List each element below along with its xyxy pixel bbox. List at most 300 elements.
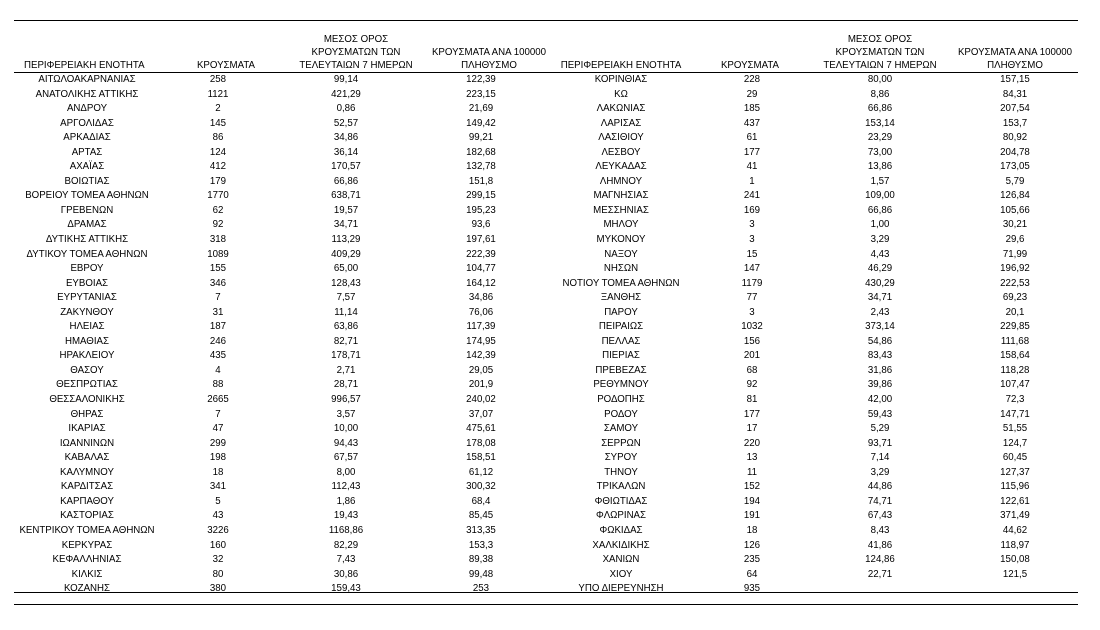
cell-region: ΜΕΣΣΗΝΙΑΣ	[593, 204, 649, 216]
cell-cases: 62	[212, 204, 224, 216]
cell-avg7: 153,14	[865, 117, 895, 129]
cell-cases: 145	[209, 117, 227, 129]
cell-cases: 147	[743, 263, 761, 275]
cell-region: ΧΑΝΙΩΝ	[602, 554, 640, 566]
table-row	[14, 204, 546, 219]
cell-region: ΧΑΛΚΙΔΙΚΗΣ	[592, 539, 650, 551]
table-row	[14, 495, 546, 510]
cell-avg7: 7,43	[336, 554, 356, 566]
table-row	[548, 218, 1080, 233]
cell-avg7: 1168,86	[328, 524, 364, 536]
cell-cases: 80	[212, 568, 224, 580]
cell-avg7: 22,71	[867, 568, 893, 580]
table-row	[14, 160, 546, 175]
header-per100k-line2: ΠΛΗΘΥΣΜΟ	[987, 60, 1043, 71]
cell-region: ΘΑΣΟΥ	[70, 364, 104, 376]
cell-region: ΔΥΤΙΚΗΣ ΑΤΤΙΚΗΣ	[45, 234, 129, 246]
cell-per100k: 153,7	[1002, 117, 1028, 129]
cell-per100k: 105,66	[1000, 204, 1030, 216]
table-row	[14, 262, 546, 277]
cell-cases: 152	[743, 481, 761, 493]
table-row	[14, 349, 546, 364]
cell-avg7: 82,29	[333, 539, 359, 551]
table-row	[548, 320, 1080, 335]
table-row	[548, 291, 1080, 306]
cell-region: ΝΑΞΟΥ	[604, 248, 638, 260]
cell-per100k: 51,55	[1002, 423, 1028, 435]
cell-per100k: 223,15	[466, 88, 496, 100]
header-avg7-line3: ΤΕΛΕΥΤΑΙΩΝ 7 ΗΜΕΡΩΝ	[823, 60, 937, 71]
cell-avg7: 159,43	[331, 583, 361, 595]
cell-per100k: 30,21	[1002, 219, 1028, 231]
cell-avg7: 41,86	[867, 539, 893, 551]
cell-per100k: 76,06	[468, 306, 494, 318]
cell-region: ΦΩΚΙΔΑΣ	[599, 524, 643, 536]
table-row	[548, 553, 1080, 568]
cell-avg7: 34,86	[333, 132, 359, 144]
cell-cases: 346	[209, 277, 227, 289]
cell-per100k: 158,51	[466, 452, 496, 464]
table-row	[548, 233, 1080, 248]
cell-region: ΕΥΒΟΙΑΣ	[65, 277, 109, 289]
cell-per100k: 61,12	[468, 466, 494, 478]
cell-cases: 47	[212, 423, 224, 435]
cell-region: ΚΙΛΚΙΣ	[71, 568, 103, 580]
cell-cases: 7	[215, 292, 221, 304]
table-row	[548, 160, 1080, 175]
table-row	[548, 480, 1080, 495]
header-per100k-line2: ΠΛΗΘΥΣΜΟ	[461, 60, 517, 71]
cell-per100k: 182,68	[466, 146, 496, 158]
cell-cases: 1089	[207, 248, 229, 260]
cell-avg7: 430,29	[865, 277, 895, 289]
table-row	[14, 568, 546, 583]
cell-region: ΛΕΥΚΑΔΑΣ	[595, 161, 647, 173]
cell-region: ΚΑΒΑΛΑΣ	[64, 452, 110, 464]
cell-per100k: 60,45	[1002, 452, 1028, 464]
cell-per100k: 178,08	[466, 437, 496, 449]
cell-avg7: 94,43	[333, 437, 359, 449]
cell-region: ΒΟΙΩΤΙΑΣ	[64, 175, 110, 187]
cell-region: ΚΟΡΙΝΘΙΑΣ	[594, 74, 648, 85]
cell-cases: 18	[212, 466, 224, 478]
table-row	[14, 582, 546, 597]
cell-avg7: 3,29	[870, 234, 890, 246]
bottom-rule-2	[14, 604, 1078, 605]
cell-region: ΧΙΟΥ	[609, 568, 633, 580]
table-row	[14, 480, 546, 495]
cell-region: ΕΒΡΟΥ	[70, 263, 104, 275]
cell-per100k: 89,38	[468, 554, 494, 566]
cell-region: ΤΡΙΚΑΛΩΝ	[596, 481, 646, 493]
cell-avg7: 99,14	[333, 74, 359, 85]
cell-cases: 241	[743, 190, 761, 202]
table-row	[14, 378, 546, 393]
cell-per100k: 195,23	[466, 204, 496, 216]
cell-region: ΔΥΤΙΚΟΥ ΤΟΜΕΑ ΑΘΗΝΩΝ	[26, 248, 148, 260]
cell-avg7: 39,86	[867, 379, 893, 391]
cell-avg7: 109,00	[865, 190, 895, 202]
cell-avg7: 30,86	[333, 568, 359, 580]
cell-avg7: 113,29	[331, 234, 361, 246]
cell-cases: 13	[746, 452, 758, 464]
table-row	[548, 568, 1080, 583]
cell-cases: 126	[743, 539, 761, 551]
top-rule	[14, 20, 1078, 21]
table-row	[14, 102, 546, 117]
cell-per100k: 222,53	[1000, 277, 1030, 289]
cell-per100k: 68,4	[471, 495, 491, 507]
cell-region: ΡΟΔΟΠΗΣ	[597, 394, 645, 406]
cell-avg7: 112,43	[331, 481, 361, 493]
cell-region: ΤΗΝΟΥ	[604, 466, 638, 478]
cell-cases: 194	[743, 495, 761, 507]
cell-cases: 198	[209, 452, 227, 464]
cell-per100k: 150,08	[1000, 554, 1030, 566]
cell-region: ΚΟΖΑΝΗΣ	[63, 583, 111, 595]
cell-region: ΑΙΤΩΛΟΑΚΑΡΝΑΝΙΑΣ	[38, 74, 136, 85]
header-per100k-right	[940, 46, 1090, 72]
header-region-right: ΠΕΡΙΦΕΡΕΙΑΚΗ ΕΝΟΤΗΤΑ	[560, 60, 682, 71]
table-row	[14, 408, 546, 423]
cell-avg7: 83,43	[867, 350, 893, 362]
cell-region: ΡΕΘΥΜΝΟΥ	[593, 379, 649, 391]
cell-per100k: 142,39	[466, 350, 496, 362]
cell-avg7: 8,00	[336, 466, 356, 478]
cell-region: ΘΕΣΠΡΩΤΙΑΣ	[56, 379, 118, 391]
cell-per100k: 201,9	[468, 379, 494, 391]
table-row	[14, 524, 546, 539]
cell-avg7: 0,86	[336, 103, 356, 115]
table-row	[548, 277, 1080, 292]
cell-avg7: 4,43	[870, 248, 890, 260]
cell-cases: 187	[209, 321, 227, 333]
cell-avg7: 67,57	[333, 452, 359, 464]
cell-per100k: 132,78	[466, 161, 496, 173]
cell-region: ΥΠΟ ΔΙΕΡΕΥΝΗΣΗ	[578, 583, 664, 595]
table-row	[548, 349, 1080, 364]
table-row	[548, 364, 1080, 379]
cell-per100k: 20,1	[1005, 306, 1025, 318]
cell-avg7: 34,71	[867, 292, 893, 304]
cell-region: ΠΡΕΒΕΖΑΣ	[595, 364, 647, 376]
cell-avg7: 52,57	[333, 117, 359, 129]
cell-cases: 124	[209, 146, 227, 158]
cell-avg7: 128,43	[331, 277, 361, 289]
cell-region: ΣΕΡΡΩΝ	[601, 437, 641, 449]
cell-avg7: 59,43	[867, 408, 893, 420]
cell-region: ΑΝΔΡΟΥ	[66, 103, 108, 115]
cell-per100k: 37,07	[468, 408, 494, 420]
cell-per100k: 204,78	[1000, 146, 1030, 158]
cell-per100k: 122,61	[1000, 495, 1030, 507]
cell-cases: 5	[215, 495, 221, 507]
cell-region: ΠΑΡΟΥ	[604, 306, 638, 318]
cell-cases: 81	[746, 394, 758, 406]
cell-cases: 3	[749, 234, 755, 246]
table-row	[14, 553, 546, 568]
cell-avg7: 66,86	[867, 204, 893, 216]
cell-cases: 11	[746, 466, 758, 478]
cell-avg7: 42,00	[867, 394, 893, 406]
cell-region: ΛΑΣΙΘΙΟΥ	[598, 132, 644, 144]
table-row	[14, 451, 546, 466]
cell-avg7: 23,29	[867, 132, 893, 144]
table-row	[14, 335, 546, 350]
header-cases-right: ΚΡΟΥΣΜΑΤΑ	[720, 60, 780, 71]
cell-per100k: 240,02	[466, 394, 496, 406]
cell-per100k: 253	[472, 583, 490, 595]
cell-per100k: 196,92	[1000, 263, 1030, 275]
cell-per100k: 157,15	[1000, 74, 1030, 85]
cell-avg7: 638,71	[331, 190, 361, 202]
cell-avg7: 178,71	[331, 350, 361, 362]
cell-region: ΙΩΑΝΝΙΝΩΝ	[59, 437, 115, 449]
cell-avg7: 66,86	[333, 175, 359, 187]
cell-avg7: 34,71	[333, 219, 359, 231]
cell-avg7: 7,14	[870, 452, 890, 464]
table-row	[14, 189, 546, 204]
cell-per100k: 164,12	[466, 277, 496, 289]
cell-avg7: 3,57	[336, 408, 356, 420]
cell-per100k: 85,45	[468, 510, 494, 522]
cell-region: ΛΑΚΩΝΙΑΣ	[596, 103, 646, 115]
cell-cases: 7	[215, 408, 221, 420]
table-row	[14, 422, 546, 437]
cell-cases: 228	[743, 74, 761, 85]
header-per100k-line1: ΚΡΟΥΣΜΑΤΑ ΑΝΑ 100000	[431, 47, 547, 58]
table-row	[14, 364, 546, 379]
cell-per100k: 34,86	[468, 292, 494, 304]
table-row	[548, 466, 1080, 481]
cell-per100k: 149,42	[466, 117, 496, 129]
cell-avg7: 2,71	[336, 364, 356, 376]
cell-per100k: 174,95	[466, 335, 496, 347]
cell-cases: 299	[209, 437, 227, 449]
cell-region: ΚΑΡΔΙΤΣΑΣ	[60, 481, 114, 493]
table-row	[548, 131, 1080, 146]
cell-avg7: 31,86	[867, 364, 893, 376]
cell-cases: 2	[215, 103, 221, 115]
table-row	[14, 509, 546, 524]
cell-avg7: 82,71	[333, 335, 359, 347]
header-avg7-right	[810, 33, 950, 72]
cell-region: ΖΑΚΥΝΘΟΥ	[60, 306, 114, 318]
cell-cases: 156	[743, 335, 761, 347]
cell-region: ΛΕΣΒΟΥ	[601, 146, 641, 158]
cell-avg7: 8,86	[870, 88, 890, 100]
cell-per100k: 21,69	[468, 103, 494, 115]
table-row	[548, 306, 1080, 321]
header-per100k-line1: ΚΡΟΥΣΜΑΤΑ ΑΝΑ 100000	[957, 47, 1073, 58]
table-row	[14, 218, 546, 233]
cell-per100k: 93,6	[471, 219, 491, 231]
cell-per100k: 313,35	[466, 524, 496, 536]
cell-cases: 3	[749, 306, 755, 318]
cell-region: ΡΟΔΟΥ	[604, 408, 638, 420]
cell-region: ΜΥΚΟΝΟΥ	[596, 234, 646, 246]
cell-cases: 32	[212, 554, 224, 566]
cell-per100k: 111,68	[1000, 335, 1030, 347]
cell-avg7: 409,29	[331, 248, 361, 260]
cell-per100k: 151,8	[468, 175, 494, 187]
table-row	[548, 204, 1080, 219]
cell-avg7: 2,43	[870, 306, 890, 318]
table-row	[548, 189, 1080, 204]
table-row	[14, 117, 546, 132]
cell-region: ΝΟΤΙΟΥ ΤΟΜΕΑ ΑΘΗΝΩΝ	[562, 277, 680, 289]
header-avg7-line1: ΜΕΣΟΣ ΟΡΟΣ	[847, 34, 913, 45]
table-row	[14, 539, 546, 554]
cell-region: ΚΑΡΠΑΘΟΥ	[60, 495, 114, 507]
cell-per100k: 475,61	[466, 423, 496, 435]
cell-avg7: 10,00	[333, 423, 359, 435]
cell-per100k: 104,77	[466, 263, 496, 275]
cell-cases: 412	[209, 161, 227, 173]
table-row	[548, 117, 1080, 132]
cell-region: ΚΩ	[614, 88, 628, 100]
table-row	[548, 335, 1080, 350]
cell-region: ΔΡΑΜΑΣ	[67, 219, 107, 231]
cell-per100k: 29,05	[468, 364, 494, 376]
cell-avg7: 5,29	[870, 423, 890, 435]
cell-avg7: 54,86	[867, 335, 893, 347]
cell-region: ΛΑΡΙΣΑΣ	[600, 117, 642, 129]
table-row	[548, 408, 1080, 423]
cell-per100k: 299,15	[466, 190, 496, 202]
cell-per100k: 80,92	[1002, 132, 1028, 144]
cell-per100k: 115,96	[1000, 481, 1030, 493]
cell-per100k: 71,99	[1002, 248, 1028, 260]
cell-per100k: 153,3	[468, 539, 494, 551]
cell-per100k: 222,39	[466, 248, 496, 260]
cell-per100k: 300,32	[466, 481, 496, 493]
cell-region: ΝΗΣΩΝ	[603, 263, 639, 275]
cell-region: ΜΗΛΟΥ	[603, 219, 639, 231]
cell-per100k: 126,84	[1000, 190, 1030, 202]
cell-avg7: 73,00	[867, 146, 893, 158]
table-row	[548, 422, 1080, 437]
table-row	[548, 539, 1080, 554]
cell-avg7: 3,29	[870, 466, 890, 478]
cell-cases: 177	[743, 146, 761, 158]
cell-per100k: 197,61	[466, 234, 496, 246]
cell-avg7: 74,71	[867, 495, 893, 507]
cell-avg7: 28,71	[333, 379, 359, 391]
cell-region: ΠΙΕΡΙΑΣ	[602, 350, 640, 362]
cell-avg7: 66,86	[867, 103, 893, 115]
table-row	[548, 451, 1080, 466]
cell-region: ΘΗΡΑΣ	[70, 408, 104, 420]
cell-region: ΚΑΣΤΟΡΙΑΣ	[60, 510, 114, 522]
cell-per100k: 29,6	[1005, 234, 1025, 246]
cell-region: ΑΡΓΟΛΙΔΑΣ	[60, 117, 114, 129]
cell-cases: 17	[746, 423, 758, 435]
header-per100k-left	[414, 46, 564, 72]
cell-avg7: 13,86	[867, 161, 893, 173]
cell-region: ΚΑΛΥΜΝΟΥ	[60, 466, 114, 478]
table-row	[548, 378, 1080, 393]
cell-avg7: 19,57	[333, 204, 359, 216]
cell-cases: 341	[209, 481, 227, 493]
table-row	[548, 146, 1080, 161]
table-row	[548, 248, 1080, 263]
cell-avg7: 124,86	[865, 554, 895, 566]
table-row	[548, 102, 1080, 117]
table-row	[548, 437, 1080, 452]
cell-avg7: 65,00	[333, 263, 359, 275]
cell-region: ΗΡΑΚΛΕΙΟΥ	[59, 350, 115, 362]
cell-per100k: 69,23	[1002, 292, 1028, 304]
cell-cases: 61	[746, 132, 758, 144]
table-row	[14, 306, 546, 321]
cell-avg7	[810, 582, 950, 597]
cell-avg7: 1,57	[870, 175, 890, 187]
cell-region: ΑΡΚΑΔΙΑΣ	[63, 132, 111, 144]
cell-avg7: 8,43	[870, 524, 890, 536]
cell-cases: 220	[743, 437, 761, 449]
cell-cases: 68	[746, 364, 758, 376]
cell-region: ΞΑΝΘΗΣ	[600, 292, 642, 304]
cell-cases: 86	[212, 132, 224, 144]
cell-per100k: 158,64	[1000, 350, 1030, 362]
cell-cases: 77	[746, 292, 758, 304]
cell-per100k: 229,85	[1000, 321, 1030, 333]
cell-cases: 935	[743, 583, 761, 595]
cell-per100k: 99,21	[468, 132, 494, 144]
cell-per100k: 118,97	[1000, 539, 1030, 551]
cell-cases: 2665	[207, 394, 229, 406]
cell-per100k: 371,49	[1000, 510, 1030, 522]
header-region-left: ΠΕΡΙΦΕΡΕΙΑΚΗ ΕΝΟΤΗΤΑ	[24, 60, 145, 71]
cell-per100k: 121,5	[1002, 568, 1028, 580]
cell-avg7: 63,86	[333, 321, 359, 333]
cell-cases: 1770	[207, 190, 229, 202]
cell-cases: 191	[743, 510, 761, 522]
cell-cases: 41	[746, 161, 758, 173]
cell-region: ΠΕΛΛΑΣ	[601, 335, 641, 347]
cell-per100k: 118,28	[1000, 364, 1030, 376]
cell-cases: 437	[743, 117, 761, 129]
cell-cases: 18	[746, 524, 758, 536]
cell-avg7: 373,14	[865, 321, 895, 333]
table-row	[548, 175, 1080, 190]
cell-region: ΦΘΙΩΤΙΔΑΣ	[594, 495, 648, 507]
table-row	[14, 175, 546, 190]
cell-region: ΑΡΤΑΣ	[71, 146, 103, 158]
cell-per100k: 99,48	[468, 568, 494, 580]
cell-cases: 179	[209, 175, 227, 187]
table-row	[14, 131, 546, 146]
cell-avg7: 170,57	[331, 161, 361, 173]
cell-cases: 435	[209, 350, 227, 362]
table-row	[14, 437, 546, 452]
cell-cases: 1121	[207, 88, 229, 100]
cell-cases: 92	[212, 219, 224, 231]
cell-cases: 160	[209, 539, 227, 551]
cases-table-right	[548, 73, 1080, 597]
cell-cases: 31	[212, 306, 224, 318]
table-row	[14, 320, 546, 335]
cell-region: ΕΥΡΥΤΑΝΙΑΣ	[57, 292, 117, 304]
header-avg7-line2: ΚΡΟΥΣΜΑΤΩΝ ΤΩΝ	[835, 47, 925, 58]
cell-cases: 64	[746, 568, 758, 580]
cell-per100k: 127,37	[1000, 466, 1030, 478]
cell-cases: 185	[743, 103, 761, 115]
cell-cases: 3	[749, 219, 755, 231]
table-row	[14, 73, 546, 88]
cell-cases: 155	[209, 263, 227, 275]
